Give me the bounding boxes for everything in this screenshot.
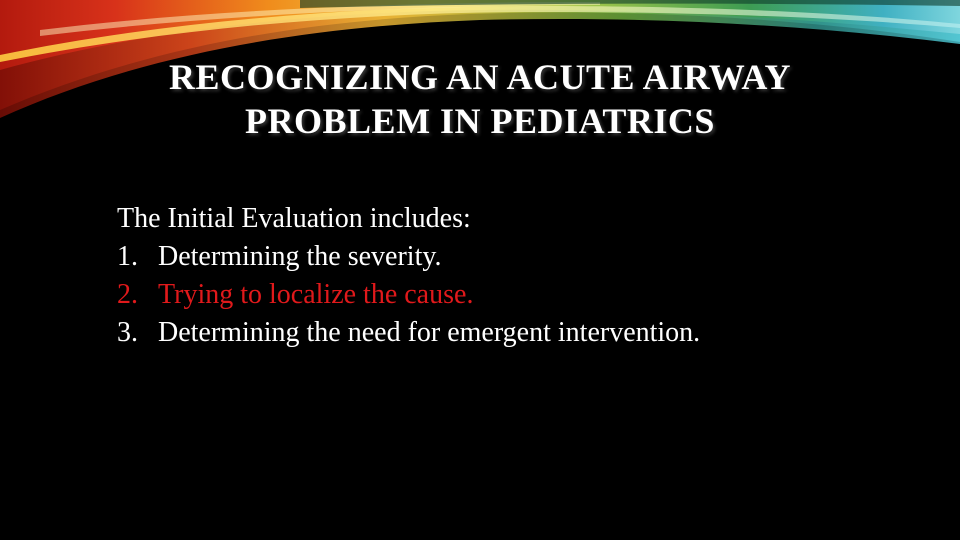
evaluation-list xyxy=(117,238,917,352)
slide-body xyxy=(117,200,917,352)
list-item xyxy=(117,314,917,352)
list-item-number: 3. xyxy=(117,317,138,348)
list-item-number: 1. xyxy=(117,241,138,272)
list-item xyxy=(117,238,917,276)
title-line-2: PROBLEM IN PEDIATRICS xyxy=(245,101,715,141)
slide-title xyxy=(0,55,960,143)
list-item-text: Trying to localize the cause. xyxy=(158,279,474,310)
list-item-text: Determining the need for emergent intervention. xyxy=(158,317,701,348)
intro-text: The Initial Evaluation includes: xyxy=(117,203,471,234)
list-item-number: 2. xyxy=(117,279,138,310)
title-line-1: RECOGNIZING AN ACUTE AIRWAY xyxy=(168,57,792,97)
list-item-text: Determining the severity. xyxy=(158,241,442,272)
list-item-highlighted xyxy=(117,276,917,314)
